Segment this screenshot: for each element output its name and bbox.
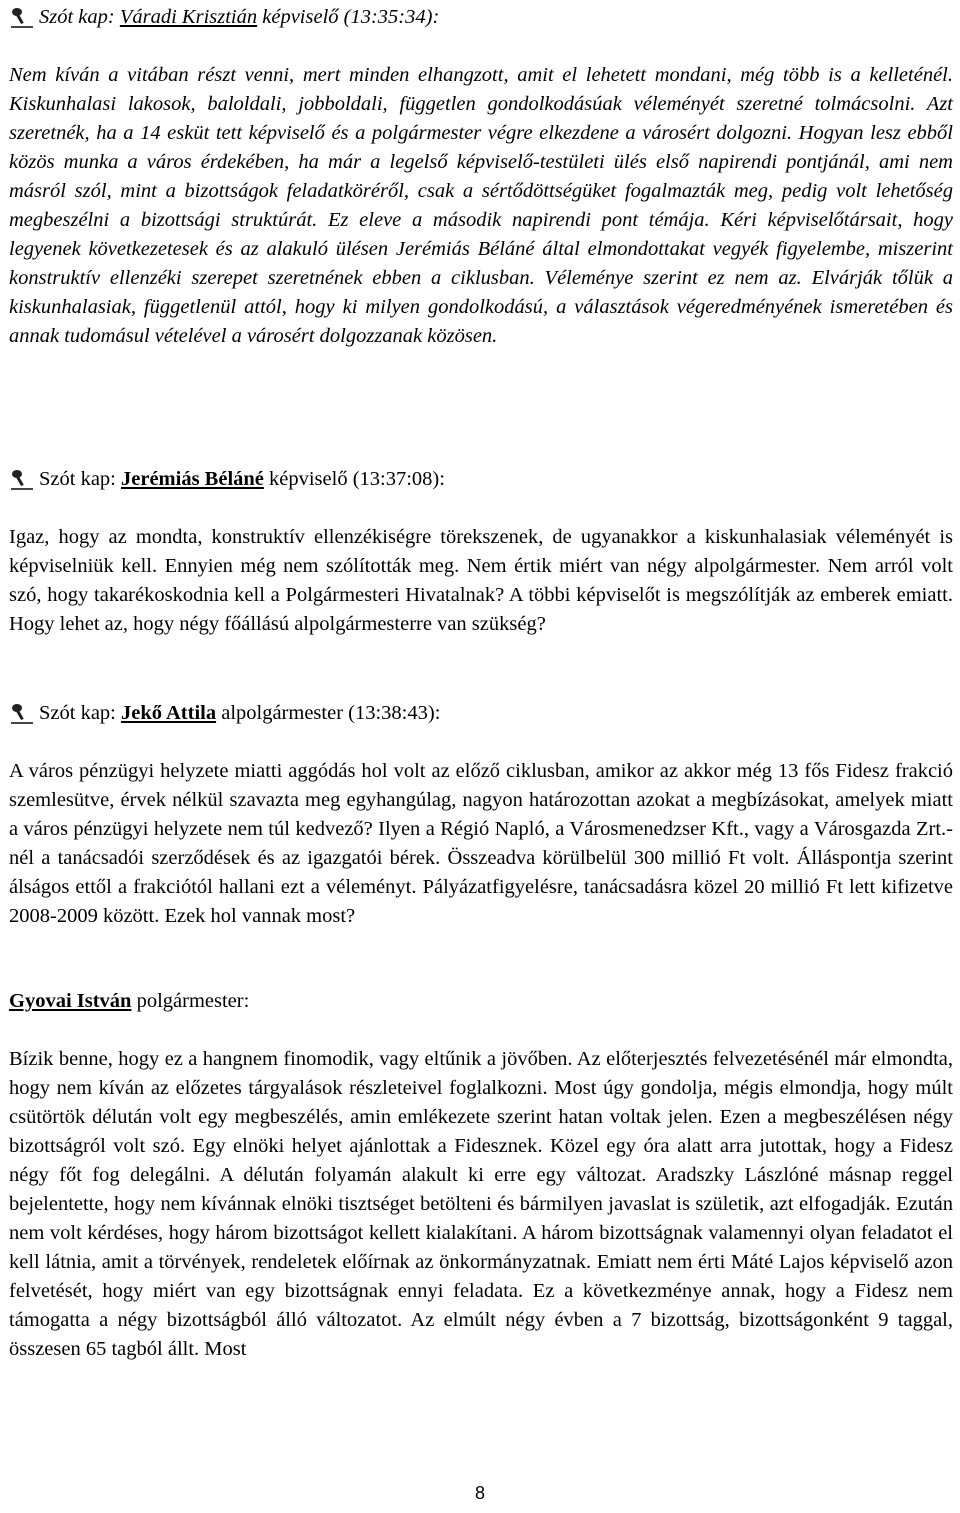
speech-section xyxy=(9,3,953,351)
microphone-icon xyxy=(9,7,35,29)
speaker-suffix: polgármester: xyxy=(136,990,250,1012)
speaker-heading xyxy=(9,699,953,728)
microphone-icon xyxy=(9,703,35,725)
speaker-suffix: alpolgármester (13:38:43): xyxy=(221,702,441,724)
speaker-name: Jekő Attila xyxy=(121,702,217,724)
microphone-icon xyxy=(9,469,35,491)
speaker-heading xyxy=(9,465,953,494)
speaker-name: Gyovai István xyxy=(9,990,132,1012)
speaker-prefix: Szót kap: xyxy=(39,468,116,490)
page-number: 8 xyxy=(474,1483,485,1503)
speaker-heading xyxy=(9,987,953,1016)
speech-section xyxy=(9,465,953,639)
speech-section xyxy=(9,987,953,1364)
speech-text: Nem kíván a vitában részt venni, mert minden elhangzott, amit el lehetett mondani, még több is a kelleténél. Kiskunhalasi lakosok, baloldali, jobboldali, független gondolkodásúak véleményét szeretné tolmácsolni. Azt szeretnék, ha a 14 esküt tett képviselő és a polgármester végre elkezdene a városért dolgozni. Hogyan lesz ebből közös munka a város érdekében, ha már a legelső képviselő-testületi ülés első napirendi pontjánál, ami nem másról szól, mint a bizottságok feladatköréről, csak a sértődöttségüket fogalmazták meg, pedig volt lehetőség megbeszélni a bizottsági struktúrát. Ez eleve a második napirendi pont témája. Kéri képviselőtársait, hogy legyenek következetesek és az alakuló ülésen Jerémiás Béláné által elmondottakat vegyék figyelembe, miszerint konstruktív ellenzéki szerepet szeretnének ebben a ciklusban. Véleménye szerint ez nem az. Elvárják tőlük a kiskunhalasiak, függetlenül attól, hogy ki milyen gondolkodású, a választások végeredményének ismeretében és annak tudomásul vételével a városért dolgozzanak közösen. xyxy=(9,64,953,347)
speech-text: Bízik benne, hogy ez a hangnem finomodik, vagy eltűnik a jövőben. Az előterjesztés felvezetésénél már elmondta, hogy nem kíván az előzetes tárgyalások részleteivel foglalkozni. Most úgy gondolja, mégis elmondja, hogy múlt csütörtök délután volt egy megbeszélés, amin emlékezete szerint hatan voltak jelen. Ezen a megbeszélésen négy bizottságról volt szó. Egy elnöki helyet ajánlottak a Fidesznek. Közel egy óra alatt arra jutottak, hogy a Fidesz négy főt fog delegálni. A délután folyamán alakult ki erre egy változat. Aradszky Lászlóné másnap reggel bejelentette, hogy nem kívánnak elnöki tisztséget betölteni és bármilyen javaslat is születik, azt elfogadják. Ezután nem volt kérdéses, hogy három bizottságot kellett kialakítani. A három bizottságnak valamennyi olyan feladatot el kell látnia, amit a törvények, rendeletek előírnak az önkormányzatnak. Emiatt nem érti Máté Lajos képviselő azon felvetését, hogy miért van egy bizottságnak ennyi feladata. Ez a következménye annak, hogy a Fidesz nem támogatta a négy bizottságból álló változatot. Az elmúlt négy évben a 7 bizottság, bizottságonként 9 taggal, összesen 65 tagból állt. Most xyxy=(9,1048,953,1360)
speaker-suffix: képviselő (13:35:34): xyxy=(262,6,440,28)
speaker-name: Jerémiás Béláné xyxy=(121,468,264,490)
speaker-name: Váradi Krisztián xyxy=(119,6,258,28)
speaker-heading xyxy=(9,3,953,32)
speaker-suffix: képviselő (13:37:08): xyxy=(269,468,445,490)
speech-section xyxy=(9,699,953,931)
speech-text: A város pénzügyi helyzete miatti aggódás hol volt az előző ciklusban, amikor az akkor még 13 fős Fidesz frakció szemlesütve, érvek nélkül szavazta meg egyhangúlag, nagyon határozottan azokat a megbízásokat, amelyek miatt a város pénzügyi helyzete nem túl kedvező? Ilyen a Régió Napló, a Városmenedzser Kft., vagy a Városgazda Zrt.-nél a tanácsadói szerződések és az igazgatói bérek. Összeadva körülbelül 300 millió Ft volt. Álláspontja szerint álságos ettől a frakciótól hallani ezt a véleményt. Pályázatfigyelésre, tanácsadásra közel 20 millió Ft lett kifizetve 2008-2009 között. Ezek hol vannak most? xyxy=(9,760,953,927)
speaker-prefix: Szót kap: xyxy=(39,6,115,28)
speaker-prefix: Szót kap: xyxy=(39,702,116,724)
speech-text: Igaz, hogy az mondta, konstruktív ellenzékiségre törekszenek, de ugyanakkor a kiskunhalasiak véleményét is képviselniük kell. Ennyien még nem szólították meg. Nem értik miért van négy alpolgármester. Nem arról volt szó, hogy takarékoskodnia kell a Polgármesteri Hivatalnak? A többi képviselőt is megszólítják az emberek emiatt. Hogy lehet az, hogy négy főállású alpolgármesterre van szükség? xyxy=(9,526,953,635)
